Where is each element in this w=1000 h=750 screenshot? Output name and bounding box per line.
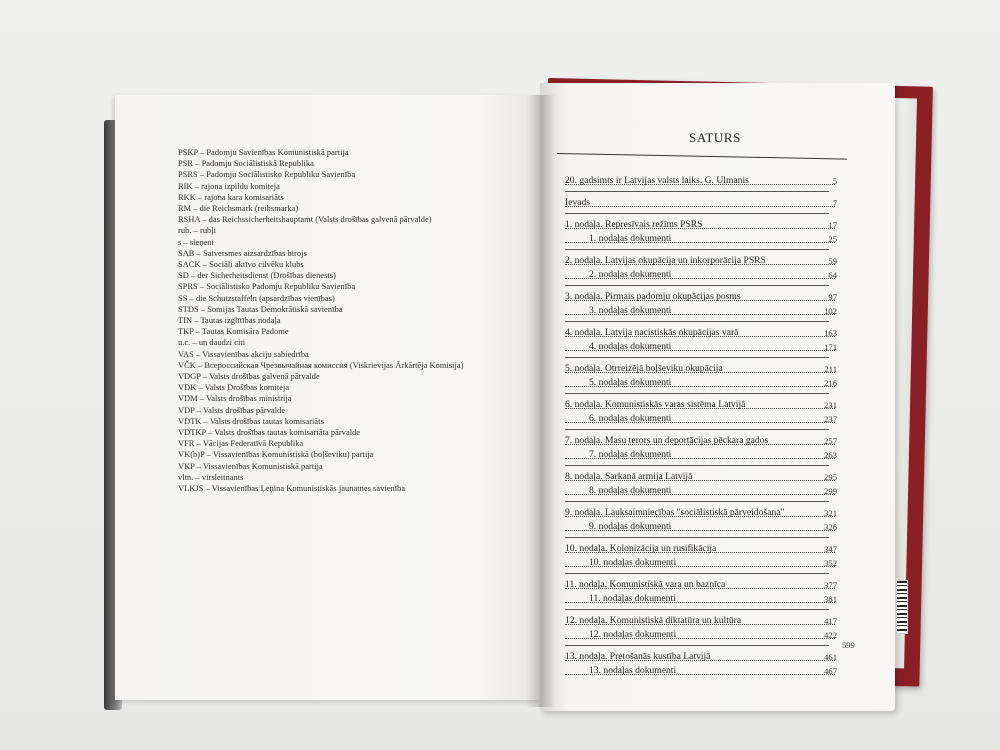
toc-separator (565, 321, 829, 322)
toc-entry-label: 8. nodaļa. Sarkanā armija Latvijā (565, 471, 693, 482)
toc-documents-entry (565, 520, 835, 534)
abbreviation-line: s – sieņeni (178, 237, 214, 247)
toc-entry-page: 17 (828, 220, 837, 230)
toc-documents-entry (565, 304, 835, 318)
toc-documents-entry (565, 664, 835, 678)
abbreviation-line: PSR – Padomju Sociālistiskā Republika (178, 159, 314, 169)
toc-chapter-entry (565, 362, 835, 376)
table-of-contents (565, 174, 835, 678)
abbreviation-line: RSHA – das Reichssicherheitshauptamt (Valsts drošības galvenā pārvalde) (178, 215, 432, 225)
toc-chapter-entry (565, 434, 835, 448)
toc-entry-page: 299 (824, 486, 837, 496)
abbreviation-line: u.c. – un daudzi citi (178, 338, 246, 348)
abbreviation-line: SAB – Satversmes aizsardzības birojs (178, 248, 307, 258)
abbreviation-line: RM – die Reichsmark (reihsmarka) (178, 204, 299, 214)
toc-entry-page: 467 (824, 666, 837, 676)
toc-chapter-entry (565, 290, 835, 304)
abbreviation-list (178, 147, 508, 494)
abbreviation-line: VAS – Vissavienības akciju sabiedrība (178, 349, 309, 359)
toc-chapter-entry (565, 254, 835, 268)
toc-entry-label: 20. gadsimts ir Latvijas valsts laiks. G. Ulmanis (565, 175, 749, 186)
abbreviation-line: VKP – Vissavienības Komunistiskā partija (178, 461, 323, 471)
toc-entry-label: 4. nodaļas dokumenti (589, 341, 672, 352)
abbreviation-line: rub. – rubļi (178, 226, 217, 236)
toc-entry-label: 12. nodaļa. Komunistiskā diktatūra un kultūra (565, 615, 742, 626)
abbreviation-line: SD – der Sicherheitsdienst (Drošības dienests) (178, 271, 336, 281)
toc-chapter-entry (565, 542, 835, 556)
toc-documents-entry (565, 592, 835, 606)
toc-entry-label: 8. nodaļas dokumenti (589, 485, 672, 496)
page-number: 599 (842, 640, 855, 650)
toc-chapter-entry (565, 506, 835, 520)
abbreviation-line: RKK – rajona kara komisariāts (178, 192, 284, 202)
toc-entry-page: 381 (824, 594, 837, 604)
toc-chapter-entry (565, 470, 835, 484)
abbreviation-line: VFR – Vācijas Federatīvā Republika (178, 439, 304, 449)
toc-entry-page: 352 (824, 558, 837, 568)
toc-entry-label: 3. nodaļa. Pirmais padomju okupācijas posms (565, 291, 741, 302)
toc-entry-label: 4. nodaļa. Latvija nacistiskās okupācijas varā (565, 327, 739, 338)
book-gutter (526, 95, 556, 707)
toc-entry-label: 2. nodaļa. Latvijas okupācija un inkorporācija PSRS (565, 255, 766, 266)
toc-entry-page: 347 (824, 544, 837, 554)
toc-chapter-entry (565, 578, 835, 592)
toc-entry-label: 1. nodaļas dokumenti (589, 233, 672, 244)
toc-documents-entry (565, 412, 835, 426)
toc-entry-page: 461 (824, 652, 837, 662)
toc-entry-page: 321 (824, 508, 837, 518)
toc-entry-label: 9. nodaļas dokumenti (589, 521, 672, 532)
toc-separator (565, 573, 829, 574)
toc-entry-page: 216 (824, 378, 837, 388)
toc-entry-page: 59 (828, 256, 837, 266)
toc-entry-label: 5. nodaļa. Otrreizējā boļševiku okupācija (565, 363, 723, 374)
toc-separator (565, 429, 829, 430)
toc-entry-page: 163 (824, 328, 837, 338)
toc-entry-label: 1. nodaļa. Represīvais režīms PSRS (565, 219, 703, 230)
abbreviation-line: TIN – Tautas izglītības nodaļa (178, 316, 281, 326)
toc-entry-label: 2. nodaļas dokumenti (589, 269, 672, 280)
toc-entry-page: 257 (824, 436, 837, 446)
abbreviation-line: SS – die Schutzstaffeln (apsardzības vienības) (178, 293, 335, 303)
abbreviation-line: VDTKP – Valsts drošības tautas komisariāta pārvalde (178, 428, 361, 438)
toc-separator (565, 537, 829, 538)
toc-entry-page: 237 (824, 414, 837, 424)
toc-documents-entry (565, 232, 835, 246)
abbreviation-line: VDGP – Valsts drošības galvenā pārvalde (178, 372, 320, 382)
toc-entry-page: 295 (824, 472, 837, 482)
abbreviation-line: PSKP – Padomju Savienības Komunistiskā partija (178, 148, 349, 157)
toc-entry-label: 11. nodaļa. Komunistiskā vara un baznīca (565, 579, 726, 590)
toc-entry-label: 6. nodaļas dokumenti (589, 413, 672, 424)
toc-separator (565, 501, 829, 502)
abbreviation-line: TKP – Tautas Komisāra Padome (178, 327, 289, 337)
abbreviation-line: VDP – Valsts drošības pārvalde (178, 405, 286, 415)
toc-chapter-entry (565, 398, 835, 412)
toc-separator (565, 213, 829, 214)
abbreviation-line: VDTK – Valsts drošības tautas komisariāts (178, 416, 324, 426)
abbreviation-line: VDK – Valsts Drošības komiteja (178, 383, 290, 393)
toc-entry-label: 11. nodaļas dokumenti (589, 593, 676, 604)
toc-entry-page: 211 (824, 364, 837, 374)
toc-separator (565, 609, 829, 610)
toc-documents-entry (565, 448, 835, 462)
toc-entry-label: 10. nodaļa. Kolonizācija un rusifikācija (565, 543, 717, 554)
toc-separator (565, 393, 829, 394)
toc-chapter-entry (565, 650, 835, 664)
toc-separator (565, 465, 829, 466)
toc-documents-entry (565, 484, 835, 498)
toc-intro-entry (565, 196, 835, 210)
toc-documents-entry (565, 556, 835, 570)
toc-chapter-entry (565, 614, 835, 628)
toc-entry-page: 97 (828, 292, 837, 302)
barcode-sticker (896, 580, 908, 634)
toc-entry-page: 102 (824, 306, 837, 316)
toc-entry-page: 7 (832, 198, 837, 208)
toc-separator (565, 191, 829, 192)
abbreviation-line: STDS – Somijas Tautas Demokrātiskā savienība (178, 304, 343, 314)
toc-documents-entry (565, 268, 835, 282)
toc-entry-label: 13. nodaļa. Pretošanās kustība Latvijā (565, 651, 711, 662)
toc-chapter-entry (565, 326, 835, 340)
abbreviation-line: SPRS – Sociālistisko Padomju Republiku Savienība (178, 282, 356, 292)
toc-separator (565, 249, 829, 250)
toc-leader-dots (565, 205, 835, 207)
toc-entry-page: 64 (828, 270, 837, 280)
toc-entry-page: 263 (824, 450, 837, 460)
toc-separator (565, 645, 829, 646)
toc-entry-page: 377 (824, 580, 837, 590)
toc-separator (565, 357, 829, 358)
toc-entry-label: 6. nodaļa. Komunistiskās varas sistēma Latvijā (565, 399, 746, 410)
toc-entry-page: 171 (824, 342, 837, 352)
toc-title: SATURS (688, 130, 741, 145)
abbreviation-line: vltn. – virsleitnants (178, 472, 244, 482)
abbreviation-line: PSRS – Padomju Sociālistisko Republiku Savienība (178, 170, 356, 180)
toc-documents-entry (565, 376, 835, 390)
abbreviation-line: VK(b)P – Vissavienības Komunistiskā (boļševiku) partija (178, 450, 374, 460)
abbreviation-line: VLKJS – Vissavienības Ļeņina Komunistiskās jaunatnes savienība (178, 484, 406, 494)
abbreviation-line: VDM – Valsts drošības ministrija (178, 394, 292, 404)
toc-entry-label: 12. nodaļas dokumenti (589, 629, 677, 640)
toc-entry-label: 9. nodaļa. Lauksaimniecības "sociālistiskā pārveidošana" (565, 507, 785, 518)
abbreviation-line: RIK – rajona izpildu komiteja (178, 181, 280, 191)
toc-entry-page: 417 (824, 616, 837, 626)
toc-entry-label: 5. nodaļas dokumenti (589, 377, 672, 388)
toc-entry-page: 326 (824, 522, 837, 532)
abbreviation-line: SACK – Sociāli aktīvo cilvēku klubs (178, 260, 304, 270)
toc-entry-label: Ievads (565, 197, 591, 208)
toc-entry-page: 231 (824, 400, 837, 410)
toc-entry-label: 7. nodaļa. Masu terors un deportācijas pēckara gados (565, 435, 769, 446)
toc-entry-label: 7. nodaļas dokumenti (589, 449, 672, 460)
abbreviation-line: VČK – Всероссийская Чрезвычайная комиссия (Viskrievijas Ārkārtēja Komisija) (178, 360, 464, 370)
toc-chapter-entry (565, 218, 835, 232)
toc-separator (565, 285, 829, 286)
toc-entry-page: 25 (828, 234, 837, 244)
toc-entry-page: 422 (824, 630, 837, 640)
toc-entry-label: 10. nodaļas dokumenti (589, 557, 677, 568)
toc-entry-label: 13. nodaļas dokumenti (589, 665, 677, 676)
toc-entry-page: 5 (832, 176, 837, 186)
toc-documents-entry (565, 340, 835, 354)
toc-intro-entry (565, 174, 835, 188)
toc-entry-label: 3. nodaļas dokumenti (589, 305, 672, 316)
toc-documents-entry (565, 628, 835, 642)
